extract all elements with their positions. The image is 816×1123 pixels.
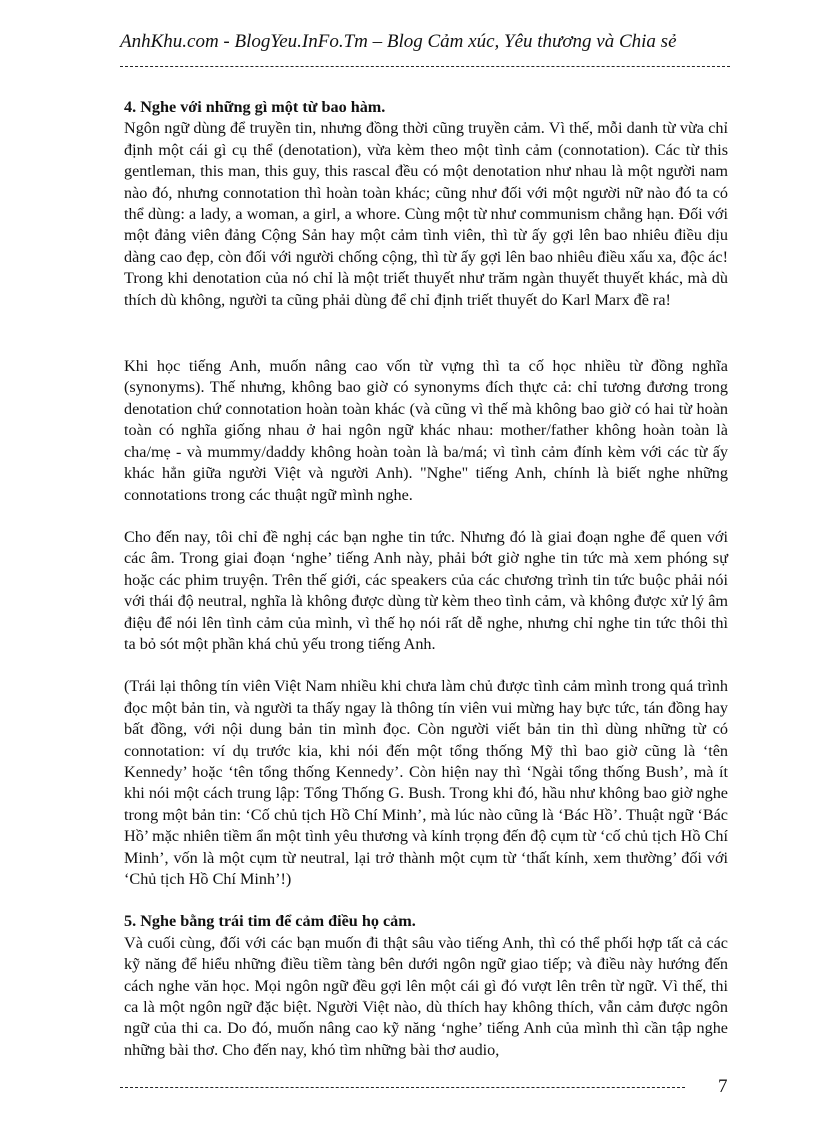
section-4-paragraph-1: Ngôn ngữ dùng để truyền tin, nhưng đồng thời cũng truyền cảm. Vì thế, mỗi danh từ vừa chỉ định một cái gì cụ thể (denotation), vừa kèm theo một tình cảm (connotation). Các từ this gentleman, this man, this guy, this rascal đều có một denotation như nhau là một người nam nào đó, nhưng connotation thì hoàn toàn khác; cũng như đối với một người nữ nào đó ta có thể dùng: a lady, a woman, a girl, a whore. Cùng một từ như communism chẳng hạn. Đối với một đảng viên đảng Cộng Sản hay một cảm tình viên, thì từ ấy gợi lên bao nhiêu điều dịu dàng cao đẹp, còn đối với người chống cộng, thì từ ấy gợi lên bao nhiêu điều xấu xa, độc ác! Trong khi denotation của nó chỉ là một triết thuyết như trăm ngàn thuyết thuyết khác, mà dù thích dù không, người ta cũng phải dùng để chỉ định triết thuyết do Karl Marx đề ra! — [124, 119, 728, 309]
section-4-heading: 4. Nghe với những gì một từ bao hàm. — [124, 98, 386, 116]
spacer — [124, 655, 728, 676]
section-5-paragraph-1: Và cuối cùng, đối với các bạn muốn đi thật sâu vào tiếng Anh, thì có thể phối hợp tất cả các kỹ năng để hiểu những điều tiềm tàng bên dưới ngôn ngữ giao tiếp; và điều này hướng đến cách nghe văn học. Mọi ngôn ngữ đều gợi lên một cái gì đó vượt lên trên từ ngữ. Vì thế, thi ca là một ngôn ngữ đặc biệt. Người Việt nào, dù thích hay không thích, vẫn cảm được ngôn ngữ của thi ca. Do đó, muốn nâng cao kỹ năng ‘nghe’ tiếng Anh của mình thì cần tập nghe những bài thơ. Cho đến nay, khó tìm những bài thơ audio, — [124, 933, 728, 1059]
spacer — [124, 311, 728, 356]
page-body — [124, 97, 728, 1061]
footer-divider — [120, 1087, 685, 1088]
spacer — [124, 890, 728, 911]
section-5-heading: 5. Nghe bằng trái tim để cảm điều họ cảm. — [124, 912, 416, 931]
section-4-paragraph-4: (Trái lại thông tín viên Việt Nam nhiều khi chưa làm chủ được tình cảm mình trong quá trình đọc một bản tin, và người ta thấy ngay là thông tín viên vui mừng hay bực tức, tán đồng hay bất đồng, với nội dung bản tin mình đọc. Còn người viết bản tin thì dùng những từ có connotation: ví dụ trước kia, khi nói đến một tổng thống Mỹ thì bao giờ cũng là ‘tên Kennedy’ hoặc ‘tên tổng thống Kennedy’. Còn hiện nay thì ‘Ngài tổng thống Bush’, mà ít khi nói một cách trung lập: Tổng Thống G. Bush. Trong khi đó, hầu như không bao giờ nghe trong một bản tin: ‘Cố chủ tịch Hồ Chí Minh’, mà lúc nào cũng là ‘Bác Hồ’. Thuật ngữ ‘Bác Hồ’ mặc nhiên tiềm ẩn một tình yêu thương và kính trọng đến độ cụm từ ‘cố chủ tịch Hồ Chí Minh’, vốn là một cụm từ neutral, lại trở thành một cụm từ ‘thất kính, xem thường’ đối với ‘Chủ tịch Hồ Chí Minh’!) — [124, 677, 728, 888]
spacer — [124, 506, 728, 527]
section-4-paragraph-2: Khi học tiếng Anh, muốn nâng cao vốn từ vựng thì ta cố học nhiều từ đồng nghĩa (synonyms). Thế nhưng, không bao giờ có synonyms đích thực cả: chỉ tương đương trong denotation chứ connotation hoàn toàn khác (và cũng vì thế mà không bao giờ có hai từ hoàn toàn có nghĩa giống nhau ở hai ngôn ngữ khác nhau: mother/father không hoàn toàn là cha/mẹ - và mummy/daddy không hoàn toàn là ba/má; vì tình cảm đính kèm với các từ ấy khác hẳn giữa người Việt và người Anh). "Nghe" tiếng Anh, chính là biết nghe những connotations trong các thuật ngữ mình nghe. — [124, 357, 728, 504]
page-header: AnhKhu.com - BlogYeu.InFo.Tm – Blog Cảm xúc, Yêu thương và Chia sẻ — [120, 31, 677, 52]
header-divider — [120, 66, 730, 67]
section-4-paragraph-3: Cho đến nay, tôi chỉ đề nghị các bạn nghe tin tức. Nhưng đó là giai đoạn nghe để quen với các âm. Trong giai đoạn ‘nghe’ tiếng Anh này, phải bớt giờ nghe tin tức mà xem phóng sự hoặc các phim truyện. Trên thế giới, các speakers của các chương trình tin tức buộc phải nói với thái độ neutral, nghĩa là không được dùng từ kèm theo tình cảm, và không được xử lý âm điệu để nói lên tình cảm của mình, vì thế họ nói rất dễ nghe, nhưng chỉ nghe tin tức thôi thì ta bỏ sót một phần khá chủ yếu trong tiếng Anh. — [124, 527, 728, 653]
page-number: 7 — [718, 1076, 728, 1097]
